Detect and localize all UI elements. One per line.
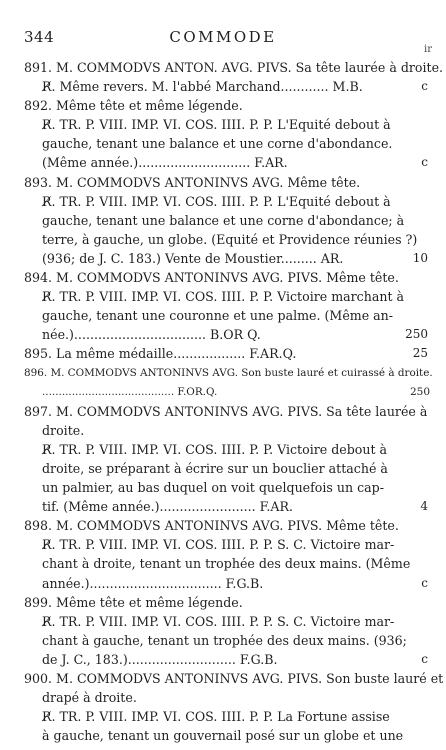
entry-text: 899. Même tête et même légende. bbox=[24, 594, 243, 610]
entry-text: R̸. TR. P. VIII. IMP. VI. COS. IIII. P. P. Victoire debout à bbox=[42, 441, 388, 457]
entry-text: tif. (Même année.)........................ F.AR. bbox=[42, 499, 293, 515]
entry-line bbox=[24, 211, 416, 230]
entry-text: gauche, tenant une balance et une corne d'abondance. bbox=[42, 136, 393, 152]
entry-text: droite. bbox=[42, 422, 85, 438]
entry-line bbox=[24, 287, 416, 306]
entry-line bbox=[24, 306, 416, 325]
entry-text: R̸. TR. P. VIII. IMP. VI. COS. IIII. P. P. Victoire marchant à bbox=[42, 289, 405, 305]
entry-line bbox=[24, 173, 416, 192]
entry-text: ........................................ F.OR.Q. bbox=[42, 385, 218, 398]
entry-line bbox=[24, 631, 416, 650]
entry-text: R̸. TR. P. VIII. IMP. VI. COS. IIII. P. P. S. C. Victoire mar- bbox=[42, 613, 395, 629]
entry-line bbox=[24, 77, 428, 96]
entry-line bbox=[24, 669, 444, 688]
entry-text: chant à gauche, tenant un trophée des deux mains. (936; bbox=[42, 632, 407, 648]
entry-text: 896. M. COMMODVS ANTONINVS AVG. Son buste lauré et cuirassé à droite. bbox=[24, 366, 433, 379]
rarity-value: 250 bbox=[409, 385, 430, 398]
entry-line bbox=[24, 134, 416, 153]
entry-line bbox=[24, 421, 416, 440]
entry-text: R̸. TR. P. VIII. IMP. VI. COS. IIII. P. P. L'Equité debout à bbox=[42, 117, 391, 133]
entry-line bbox=[24, 574, 428, 593]
entry-line bbox=[24, 440, 416, 459]
entry-text: R̸. Même revers. M. l'abbé Marchand............ M.B. bbox=[42, 79, 363, 95]
entry-line bbox=[24, 364, 433, 383]
entry-line bbox=[24, 478, 416, 497]
entry-line bbox=[24, 593, 416, 612]
entry-line bbox=[24, 726, 416, 745]
entry-text: 893. M. COMMODVS ANTONINVS AVG. Même tête. bbox=[24, 174, 361, 190]
entry-line bbox=[24, 192, 416, 211]
entry-text: gauche, tenant une balance et une corne d'abondance; à bbox=[42, 212, 405, 228]
entry-text: 898. M. COMMODVS ANTONINVS AVG. PIVS. Même tête. bbox=[24, 518, 399, 534]
entry-text: de J. C., 183.)........................... F.G.B. bbox=[42, 651, 278, 667]
entry-text: à gauche, tenant un gouvernail posé sur un globe et une bbox=[42, 728, 404, 744]
rarity-value: 10 bbox=[412, 250, 428, 265]
catalogue-entries bbox=[24, 58, 444, 745]
entry-text: un palmier, au bas duquel on voit quelquefois un cap- bbox=[42, 480, 384, 496]
page-header bbox=[24, 28, 422, 50]
entry-text: terre, à gauche, un globe. (Equité et Providence réunies ?) bbox=[42, 231, 418, 247]
entry-text: 894. M. COMMODVS ANTONINVS AVG. PIVS. Même tête. bbox=[24, 270, 399, 286]
entry-line bbox=[24, 402, 428, 421]
rarity-value: c bbox=[421, 79, 428, 94]
entry-text: 895. La même médaille.................. F.AR.Q. bbox=[24, 346, 297, 362]
entry-text: droite, se préparant à écrire sur un bouclier attaché à bbox=[42, 460, 388, 476]
entry-line bbox=[24, 230, 416, 249]
rarity-value: c bbox=[421, 651, 428, 666]
entry-text: 897. M. COMMODVS ANTONINVS AVG. PIVS. Sa tête laurée à bbox=[24, 403, 428, 419]
entry-line bbox=[24, 554, 416, 573]
entry-line bbox=[24, 459, 416, 478]
entry-line bbox=[24, 688, 416, 707]
entry-text: 892. Même tête et même légende. bbox=[24, 98, 243, 114]
margin-note: ir bbox=[424, 44, 432, 55]
entry-text: R̸. TR. P. VIII. IMP. VI. COS. IIII. P. P. La Fortune assise bbox=[42, 709, 390, 725]
entry-text: 900. M. COMMODVS ANTONINVS AVG. PIVS. Son buste lauré et bbox=[24, 671, 444, 686]
entry-line bbox=[24, 325, 428, 344]
entry-text: gauche, tenant une couronne et une palme. (Même an- bbox=[42, 308, 394, 324]
entry-text: R̸. TR. P. VIII. IMP. VI. COS. IIII. P. P. S. C. Victoire mar- bbox=[42, 537, 395, 553]
entry-line bbox=[24, 612, 416, 631]
entry-text: chant à droite, tenant un trophée des deux mains. (Même bbox=[42, 556, 411, 572]
entry-line bbox=[24, 268, 416, 287]
entry-text: (936; de J. C. 183.) Vente de Moustier......... AR. bbox=[42, 250, 344, 266]
rarity-value: 4 bbox=[420, 499, 428, 514]
entry-text: drapé à droite. bbox=[42, 690, 137, 706]
entry-text: née.)................................. B.OR Q. bbox=[42, 327, 261, 343]
entry-line bbox=[24, 249, 428, 268]
entry-text: 891. M. COMMODVS ANTON. AVG. PIVS. Sa tête laurée à droite. bbox=[24, 60, 444, 75]
running-title: COMMODE bbox=[169, 28, 277, 46]
entry-text: année.)................................. F.G.B. bbox=[42, 575, 264, 591]
entry-line bbox=[24, 516, 416, 535]
entry-line bbox=[24, 96, 416, 115]
entry-line bbox=[24, 344, 428, 363]
rarity-value: c bbox=[421, 155, 428, 170]
page-number: 344 bbox=[24, 28, 55, 46]
entry-line bbox=[24, 707, 416, 726]
entry-line bbox=[24, 650, 428, 669]
entry-line bbox=[24, 58, 444, 77]
entry-text: R̸. TR. P. VIII. IMP. VI. COS. IIII. P. P. L'Equité debout à bbox=[42, 193, 391, 209]
entry-text: (Même année.)............................ F.AR. bbox=[42, 155, 288, 171]
entry-line bbox=[24, 153, 428, 172]
entry-line bbox=[24, 115, 416, 134]
rarity-value: 250 bbox=[405, 327, 428, 342]
rarity-value: c bbox=[421, 575, 428, 590]
entry-line bbox=[24, 497, 428, 516]
entry-line bbox=[24, 535, 416, 554]
entry-line bbox=[24, 383, 430, 402]
rarity-value: 25 bbox=[412, 346, 428, 361]
